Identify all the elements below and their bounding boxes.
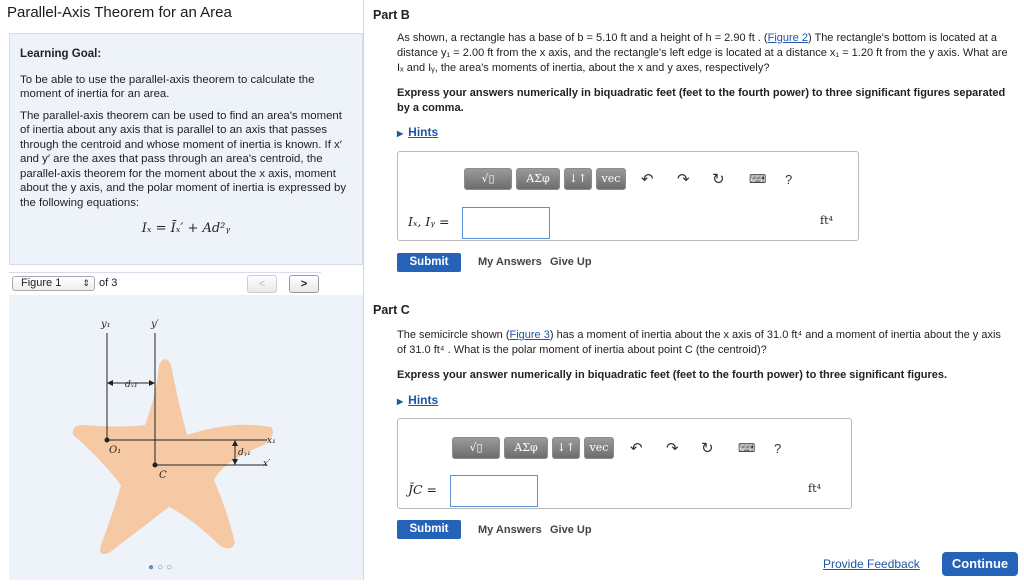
left-panel [0, 0, 364, 580]
xprime-label: x′ [263, 459, 271, 469]
right-panel [365, 0, 1024, 580]
part-b-question [397, 31, 1009, 76]
subscript-button[interactable]: ↓↑ [552, 437, 580, 459]
part-b-text-post: ) The rectangle's bottom is located at a distance y₁ = 2.00 ft from the x axis, and the rectangle's left edge is located at a distance x₁ = 1.20 ft from the y axis. What are Iₓ and Iᵧ, the area's moments of inertia, about the x and y axes, respectively? [397, 32, 1008, 74]
part-c-question [397, 328, 1009, 358]
learning-goal-heading: Learning Goal: [20, 48, 102, 60]
reset-icon[interactable]: ↻ [712, 171, 725, 188]
part-b-text-pre: As shown, a rectangle has a base of b = 5.10 ft and a height of h = 2.90 ft . ( [397, 32, 768, 44]
undo-icon[interactable]: ↶ [641, 171, 654, 188]
part-c-answer-label: J̄C = [408, 482, 438, 497]
learning-goal-body: The parallel-axis theorem can be used to find an area's moment of inertia about any axis that is parallel to an axis that passes through the centroid and whose moment of inertia is known. If x′ and y′ are the axes that pass through an area's centroid, the parallel-axis theorem for the moment about the x axis, moment about the y axis, and the polar moment of inertia is expressed by the following equations: [20, 109, 347, 209]
sqrt-template-button[interactable]: √▯ [452, 437, 500, 459]
parallel-axis-equation: Iₓ = Īₓ′ + Ad²ᵧ [141, 221, 231, 236]
dx1-arrow-left [107, 380, 113, 386]
part-c-title: Part C [373, 303, 410, 317]
dx1-arrow-right [149, 380, 155, 386]
figure-nav [9, 272, 321, 294]
y1-label: y₁ [101, 319, 111, 330]
part-c-submit-button[interactable]: Submit [397, 520, 461, 539]
figure-select[interactable] [12, 276, 95, 291]
continue-button[interactable]: Continue [942, 552, 1018, 576]
help-icon[interactable]: ? [774, 441, 782, 456]
updown-icon: ⇕ [82, 278, 90, 288]
part-b-unit: ft⁴ [820, 214, 833, 227]
vector-button[interactable]: vec [596, 168, 626, 190]
figure-pager-dots[interactable]: ●○○ [148, 562, 176, 573]
subscript-button[interactable]: ↓↑ [564, 168, 592, 190]
redo-icon[interactable]: ↷ [677, 171, 690, 188]
part-c-text-post: ) has a moment of inertia about the x axis of 31.0 ft⁴ and a moment of inertia about the y axis of 31.0 ft⁴ . What is the polar moment of inertia about point C (the centroid)? [397, 329, 1001, 356]
o1-label: O₁ [109, 445, 122, 456]
figure-select-value: Figure 1 [21, 277, 62, 289]
part-b-submit-button[interactable]: Submit [397, 253, 461, 272]
undo-icon[interactable]: ↶ [630, 440, 643, 457]
learning-goal-box [9, 33, 363, 265]
dy1-arrow-bottom [232, 459, 238, 465]
keyboard-icon[interactable]: ⌨ [749, 172, 767, 186]
part-c-give-up[interactable]: Give Up [550, 524, 592, 536]
part-c-toolbar [452, 437, 614, 459]
dx1-label: dₓ₁ [125, 380, 138, 390]
sqrt-template-button[interactable]: √▯ [464, 168, 512, 190]
greek-button[interactable]: ΑΣφ [516, 168, 560, 190]
part-b-answer-label: Iₓ, Iᵧ = [408, 214, 450, 229]
triangle-right-icon: ▶ [397, 397, 404, 406]
learning-goal-intro: To be able to use the parallel-axis theorem to calculate the moment of inertia for an area. [20, 73, 315, 100]
help-icon[interactable]: ? [785, 172, 793, 187]
part-b-toolbar [464, 168, 626, 190]
figure-2-link[interactable]: Figure 2 [767, 32, 808, 44]
part-c-hints-label: Hints [408, 393, 439, 407]
page-title: Parallel-Axis Theorem for an Area [7, 4, 232, 21]
part-b-hints-link[interactable] [397, 125, 438, 139]
part-b-answer-input[interactable] [462, 207, 550, 239]
part-c-hints-link[interactable] [397, 393, 438, 407]
part-b-give-up[interactable]: Give Up [550, 256, 592, 268]
prev-figure-button[interactable]: < [247, 275, 277, 293]
figure-count: of 3 [99, 277, 118, 289]
part-c-text-pre: The semicircle shown ( [397, 329, 510, 341]
keyboard-icon[interactable]: ⌨ [738, 441, 756, 455]
x1-label: x₁ [267, 436, 276, 446]
part-c-answer-box [397, 418, 852, 509]
part-c-unit: ft⁴ [808, 482, 821, 495]
part-b-answer-box [397, 151, 859, 241]
part-c-answer-input[interactable] [450, 475, 538, 507]
figure-1-diagram [9, 295, 363, 580]
vector-button[interactable]: vec [584, 437, 614, 459]
part-b-title: Part B [373, 8, 410, 22]
part-b-my-answers[interactable]: My Answers [478, 256, 542, 268]
c-label: C [159, 470, 167, 481]
part-b-instruction: Express your answers numerically in biquadratic feet (feet to the fourth power) to three significant figures separated by a comma. [397, 87, 1006, 114]
part-b-hints-label: Hints [408, 125, 439, 139]
part-c-my-answers[interactable]: My Answers [478, 524, 542, 536]
triangle-right-icon: ▶ [397, 129, 404, 138]
reset-icon[interactable]: ↻ [701, 440, 714, 457]
greek-button[interactable]: ΑΣφ [504, 437, 548, 459]
figure-3-link[interactable]: Figure 3 [509, 329, 550, 341]
dy1-label: dᵧ₁ [238, 448, 251, 458]
centroid-point [153, 463, 158, 468]
next-figure-button[interactable]: > [289, 275, 319, 293]
part-c-instruction: Express your answer numerically in biquadratic feet (feet to the fourth power) to three significant figures. [397, 369, 948, 381]
redo-icon[interactable]: ↷ [666, 440, 679, 457]
provide-feedback-link[interactable]: Provide Feedback [823, 557, 920, 571]
o1-point [105, 438, 110, 443]
figure-1-canvas [9, 295, 363, 580]
yprime-label: y′ [151, 319, 159, 330]
